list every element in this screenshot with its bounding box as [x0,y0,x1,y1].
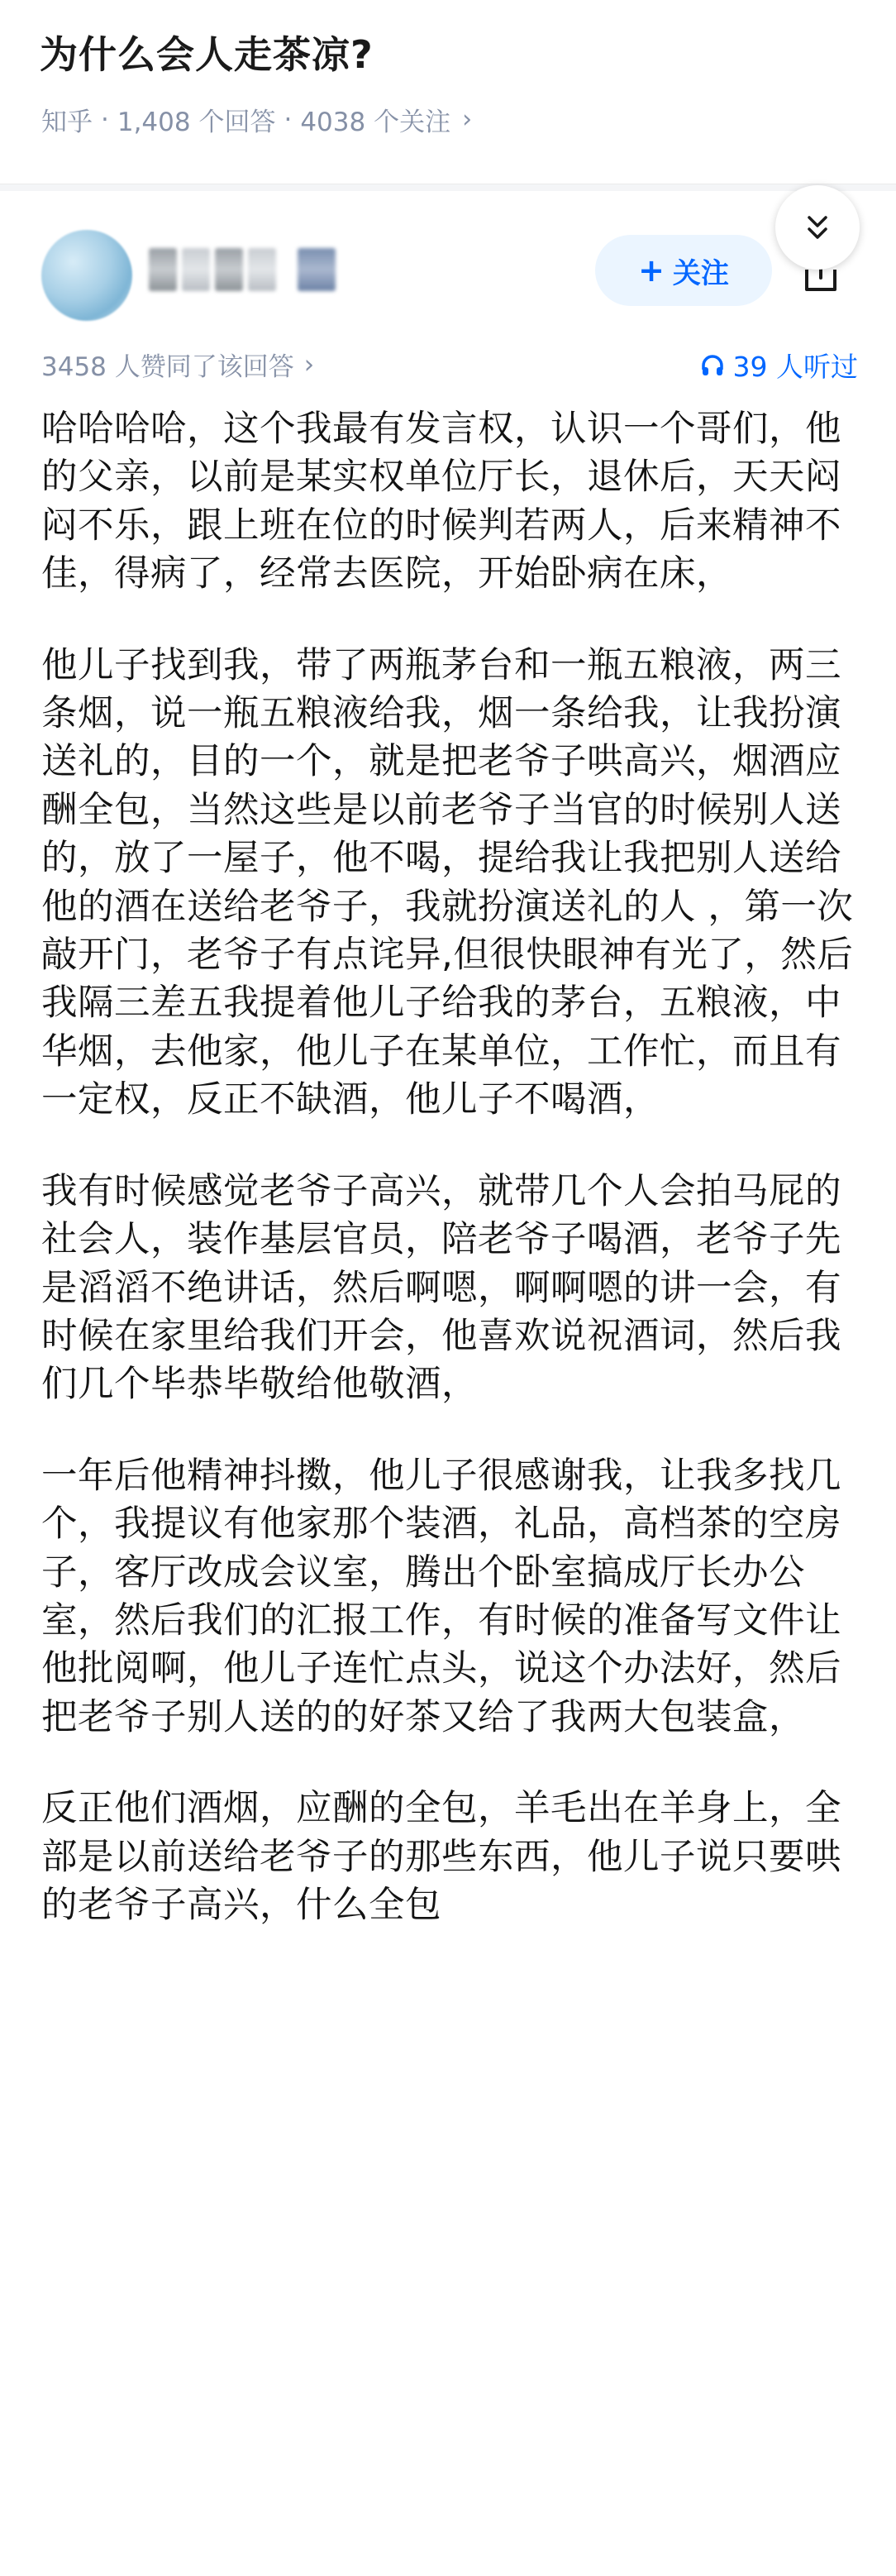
source-label: 知乎 [41,108,93,137]
headphones-icon [700,353,725,378]
answer-paragraph: 哈哈哈哈，这个我最有发言权，认识一个哥们，他的父亲，以前是某实权单位厅长，退休后，天天闷闷不乐，跟上班在位的时候判若两人，后来精神不佳，得病了，经常去医院，开始卧病在床， [41,409,841,595]
answer-stats [0,339,896,389]
likes-text: 3458 人赞同了该回答 [41,352,294,382]
section-divider [0,184,896,191]
answer-content [41,405,860,1972]
chevron-right-icon: › [462,105,473,134]
plus-icon: + [638,252,665,289]
followers-count: 4038 个关注 [300,108,451,137]
author-name-blurred[interactable] [149,248,336,291]
question-title[interactable]: 为什么会人走茶凉? [40,32,374,77]
listen-button[interactable] [700,346,858,385]
answer-paragraph: 反正他们酒烟，应酬的全包，羊毛出在羊身上，全部是以前送给老爷子的那些东西，他儿子说只要哄的老爷子高兴，什么全包 [41,1788,841,1926]
chevron-double-down-icon[interactable] [775,185,860,270]
chevron-right-icon: › [303,349,315,380]
answer-paragraph: 我有时候感觉老爷子高兴，就带几个人会拍马屁的社会人，装作基层官员，陪老爷子喝酒，老爷子先是滔滔不绝讲话，然后啊嗯，啊啊嗯的讲一会，有时候在家里给我们开会，他喜欢说祝酒词，然后我们几个毕恭毕敬给他敬酒， [41,1170,841,1406]
meta-separator: · [284,104,293,135]
follow-button[interactable] [595,235,772,306]
author-row [0,192,896,332]
question-meta[interactable] [41,101,472,138]
avatar[interactable] [41,230,132,321]
meta-separator: · [101,104,109,135]
question-header [0,0,896,184]
follow-label: 关注 [672,256,729,290]
likes-summary[interactable] [41,346,314,383]
answers-count: 1,408 个回答 [117,108,276,137]
answer-paragraph: 他儿子找到我，带了两瓶茅台和一瓶五粮液，两三条烟，说一瓶五粮液给我，烟一条给我，让我扮演送礼的，目的一个，就是把老爷子哄高兴，烟酒应酬全包，当然这些是以前老爷子当官的时候别人送的，放了一屋子，他不喝，提给我让我把别人送给他的酒在送给老爷子，我就扮演送礼的人 ，第一次敲开门，老爷子有点诧异,但很快眼神有光了，然后我隔三差五我提着他儿子给我的茅台，五粮液，中华烟，去他家，他儿子在某单位，工作忙，而且有一定权，反正不缺酒，他儿子不喝酒， [41,644,854,1121]
answer-paragraph: 一年后他精神抖擞，他儿子很感谢我，让我多找几个，我提议有他家那个装酒，礼品，高档茶的空房子，客厅改成会议室，腾出个卧室搞成厅长办公室，然后我们的汇报工作，有时候的准备写文件让他批阅啊，他儿子连忙点头，说这个办法好，然后把老爷子别人送的的好茶又给了我两大包装盒， [41,1455,841,1738]
listen-count: 39 人听过 [732,351,858,383]
